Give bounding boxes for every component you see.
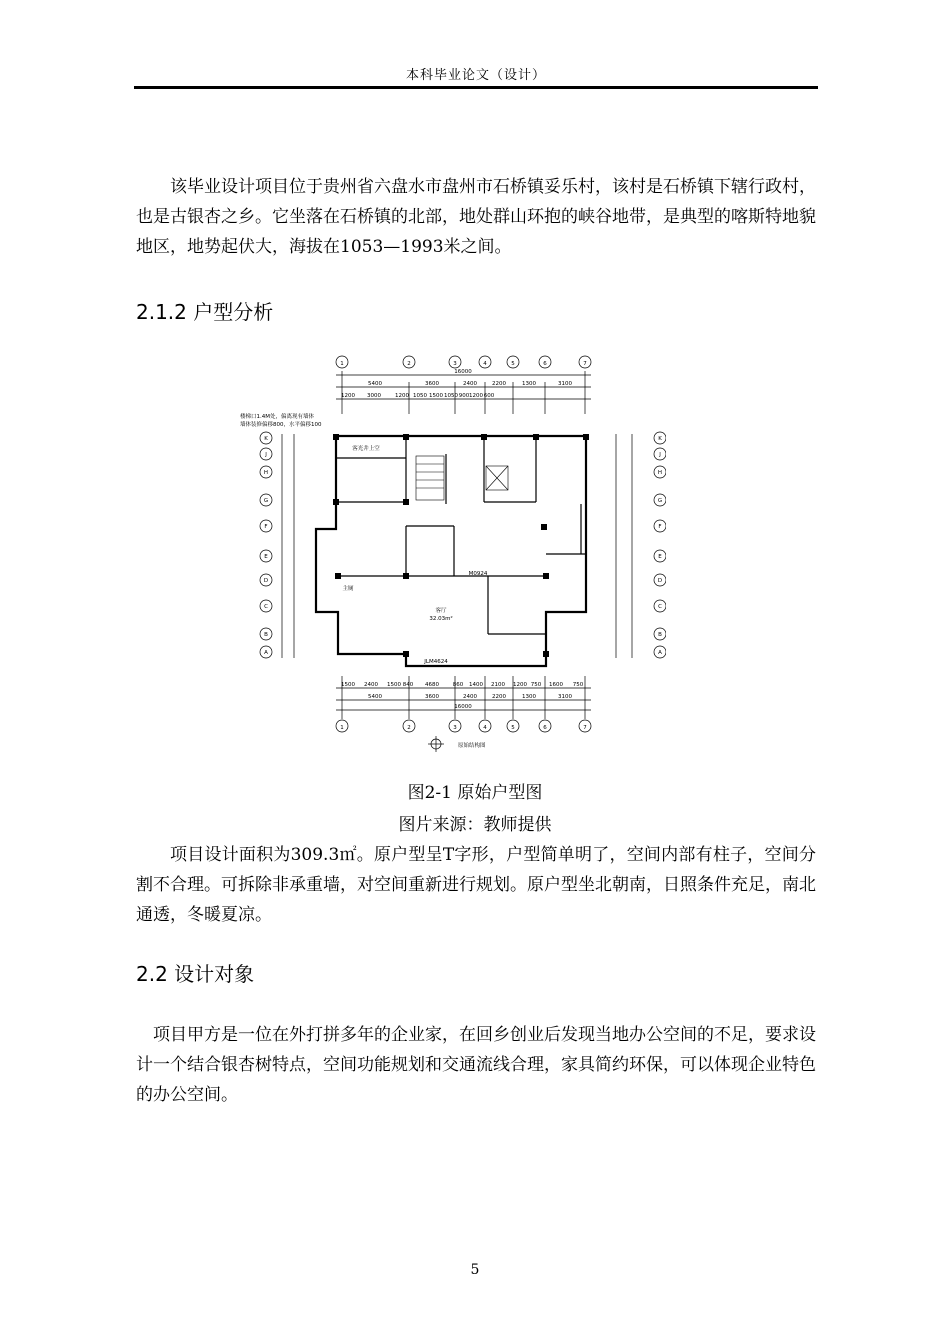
svg-text:F: F xyxy=(264,524,268,530)
svg-text:G: G xyxy=(657,498,663,504)
svg-text:C: C xyxy=(264,604,268,610)
outer-walls xyxy=(316,436,586,666)
stair xyxy=(416,456,508,500)
total-dim: 16000 xyxy=(454,369,472,375)
svg-text:3100: 3100 xyxy=(558,381,572,387)
svg-text:2400: 2400 xyxy=(463,381,477,387)
structural-columns xyxy=(333,434,589,657)
svg-text:5400: 5400 xyxy=(368,381,382,387)
axis-label: 7 xyxy=(583,361,587,367)
svg-text:3600: 3600 xyxy=(425,381,439,387)
room-label: 客光井上空 xyxy=(352,446,380,452)
svg-text:F: F xyxy=(658,524,662,530)
header-rule xyxy=(134,86,818,89)
figure-source: 图片来源：教师提供 xyxy=(398,815,552,835)
room-label: 主厕 xyxy=(342,586,354,592)
svg-text:B: B xyxy=(658,632,662,638)
svg-text:D: D xyxy=(263,578,269,584)
svg-text:4680: 4680 xyxy=(425,682,439,688)
svg-text:600: 600 xyxy=(483,393,495,399)
note-line: 楼梯口1.4M处，偏离现有墙体 xyxy=(240,414,314,420)
svg-text:1050: 1050 xyxy=(413,393,427,399)
floor-plan-figure xyxy=(236,354,666,754)
axis-label: 2 xyxy=(407,361,411,367)
paragraph-location: 该毕业设计项目位于贵州省六盘水市盘州市石桥镇妥乐村，该村是石桥镇下辖行政村，也是古银杏之乡。它坐落在石桥镇的北部，地处群山环抱的峡谷地带，是典型的喀斯特地貌地区，地势起伏大，海拔在1053—1993米之间。 xyxy=(136,177,816,257)
svg-text:750: 750 xyxy=(572,682,584,688)
svg-text:16000: 16000 xyxy=(454,704,472,710)
svg-text:2400: 2400 xyxy=(463,694,477,700)
svg-text:1500: 1500 xyxy=(429,393,443,399)
svg-text:1: 1 xyxy=(340,725,344,731)
svg-text:900: 900 xyxy=(458,393,470,399)
svg-text:3100: 3100 xyxy=(558,694,572,700)
svg-text:H: H xyxy=(263,470,269,476)
svg-text:2200: 2200 xyxy=(492,694,506,700)
paragraph-analysis: 项目设计面积为309.3㎡。原户型呈T字形，户型简单明了，空间内部有柱子，空间分割不合理。可拆除非承重墙，对空间重新进行规划。原户型坐北朝南，日照条件充足，南北通透，冬暖夏凉。 xyxy=(136,845,816,925)
svg-text:5400: 5400 xyxy=(368,694,382,700)
svg-text:1300: 1300 xyxy=(522,381,536,387)
svg-text:J: J xyxy=(265,452,267,458)
door-label: M0924 xyxy=(468,571,488,577)
right-axis-bubbles xyxy=(654,432,666,658)
svg-text:1050: 1050 xyxy=(444,393,458,399)
svg-text:1500: 1500 xyxy=(387,682,401,688)
axis-label: 5 xyxy=(511,361,515,367)
svg-text:7: 7 xyxy=(583,725,587,731)
svg-text:4: 4 xyxy=(483,725,487,731)
svg-text:1200: 1200 xyxy=(513,682,527,688)
svg-text:3000: 3000 xyxy=(367,393,381,399)
svg-text:840: 840 xyxy=(402,682,414,688)
svg-text:A: A xyxy=(264,650,268,656)
svg-text:860: 860 xyxy=(452,682,464,688)
svg-text:A: A xyxy=(658,650,662,656)
left-axis-bubbles xyxy=(260,432,272,658)
svg-text:K: K xyxy=(264,436,268,442)
svg-text:1400: 1400 xyxy=(469,682,483,688)
paragraph-object: 项目甲方是一位在外打拼多年的企业家，在回乡创业后发现当地办公空间的不足，要求设计一个结合银杏树特点，空间功能规划和交通流线合理，家具简约环保，可以体现企业特色的办公空间。 xyxy=(136,1025,816,1105)
svg-text:1200: 1200 xyxy=(395,393,409,399)
page-number: 5 xyxy=(470,1262,480,1278)
axis-label: 3 xyxy=(453,361,457,367)
figure-caption: 图2-1 原始户型图 xyxy=(407,783,543,803)
axis-label: 6 xyxy=(543,361,547,367)
svg-text:2100: 2100 xyxy=(491,682,505,688)
window-label: JLM4624 xyxy=(424,659,448,665)
svg-text:E: E xyxy=(264,554,268,560)
svg-text:1300: 1300 xyxy=(522,694,536,700)
section-heading-2-2: 2.2 设计对象 xyxy=(136,962,255,986)
svg-text:C: C xyxy=(658,604,662,610)
svg-text:H: H xyxy=(657,470,663,476)
svg-text:2400: 2400 xyxy=(364,682,378,688)
section-heading-2-1-2: 2.1.2 户型分析 xyxy=(136,300,274,324)
room-area: 32.03m² xyxy=(429,616,453,622)
svg-text:2200: 2200 xyxy=(492,381,506,387)
svg-text:B: B xyxy=(264,632,268,638)
floor-plan-drawing xyxy=(236,354,666,754)
svg-text:E: E xyxy=(658,554,662,560)
svg-text:G: G xyxy=(263,498,269,504)
svg-text:1600: 1600 xyxy=(549,682,563,688)
svg-text:J: J xyxy=(659,452,661,458)
svg-text:D: D xyxy=(657,578,663,584)
svg-text:6: 6 xyxy=(543,725,547,731)
svg-text:2: 2 xyxy=(407,725,411,731)
svg-text:1500: 1500 xyxy=(341,682,355,688)
plan-title: 原始结构图 xyxy=(458,743,486,749)
svg-text:1200: 1200 xyxy=(341,393,355,399)
bottom-axis-bubbles xyxy=(336,720,591,732)
svg-text:K: K xyxy=(658,436,662,442)
axis-label: 1 xyxy=(340,361,344,367)
svg-text:750: 750 xyxy=(530,682,542,688)
svg-text:3600: 3600 xyxy=(425,694,439,700)
svg-text:3: 3 xyxy=(453,725,457,731)
interior-walls xyxy=(336,436,586,634)
running-header: 本科毕业论文（设计） xyxy=(405,68,546,83)
top-axis-bubbles xyxy=(336,356,591,368)
svg-text:1200: 1200 xyxy=(469,393,483,399)
svg-text:5: 5 xyxy=(511,725,515,731)
room-label: 客厅 xyxy=(435,608,447,614)
note-line: 墙体装修偏移800，水平偏移100 xyxy=(240,422,322,428)
axis-label: 4 xyxy=(483,361,487,367)
